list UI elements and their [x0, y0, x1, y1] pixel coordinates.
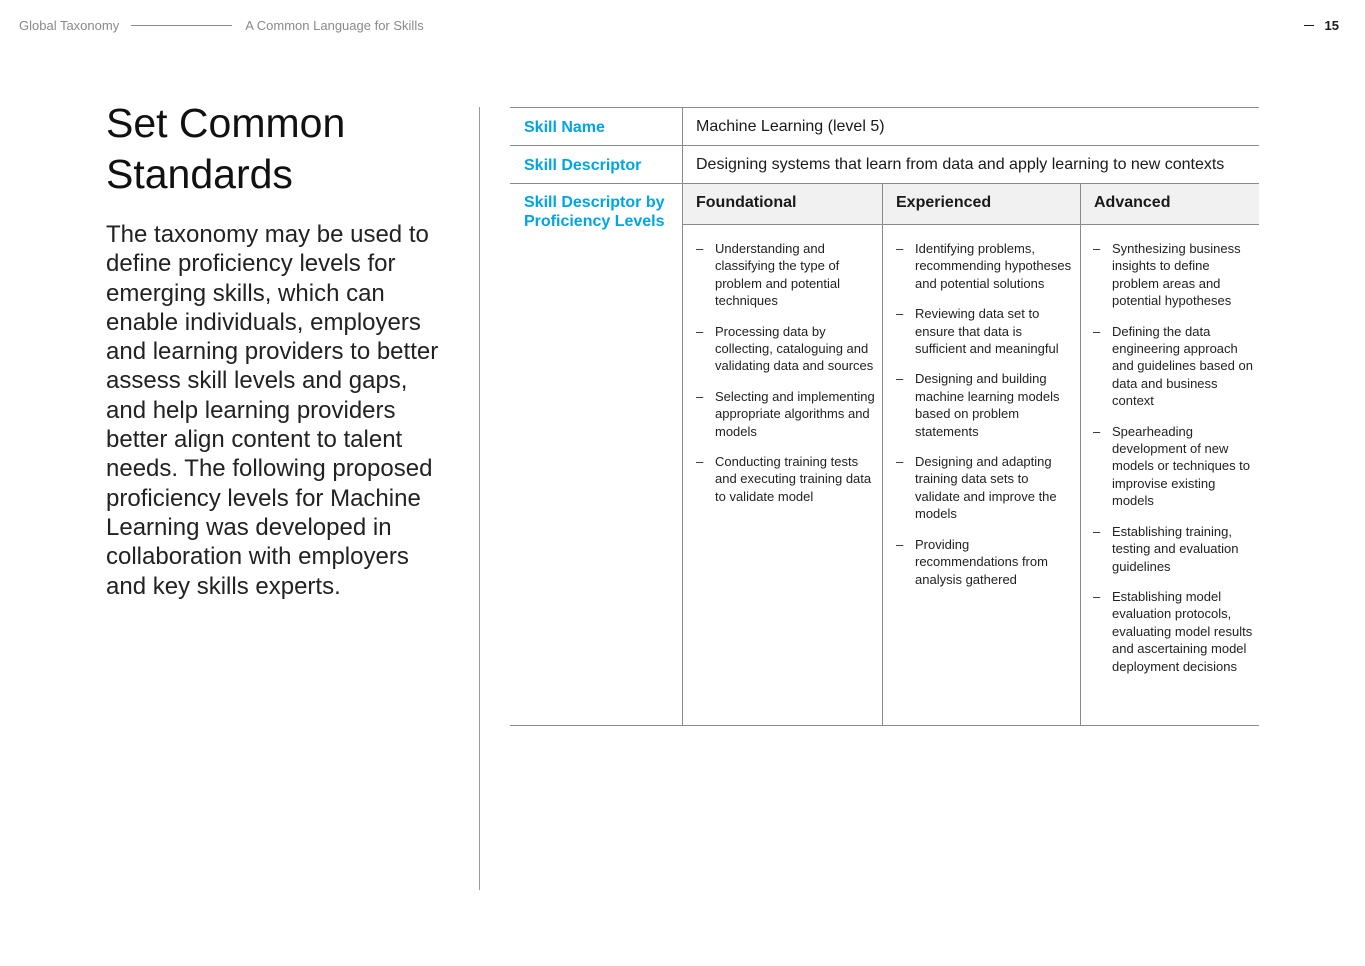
skill-name-value: Machine Learning (level 5) — [696, 118, 885, 135]
list-item: – Synthesizing business insights to define problem areas and potential hypotheses — [1093, 240, 1253, 310]
level-header-rule — [683, 224, 1259, 225]
level-name: Advanced — [1094, 194, 1171, 211]
list-item: – Processing data by collecting, cataloguing and validating data and sources — [696, 323, 876, 375]
doc-title: Global Taxonomy — [19, 18, 120, 33]
list-item: – Designing and building machine learning models based on problem statements — [896, 370, 1074, 440]
list-item: – Reviewing data set to ensure that data is sufficient and meaningful — [896, 305, 1074, 357]
page-header — [19, 18, 1339, 36]
table-top-rule — [510, 107, 1259, 108]
foundational-list — [696, 240, 876, 518]
list-item: – Establishing training, testing and evaluation guidelines — [1093, 523, 1253, 575]
level-header-foundational — [683, 184, 882, 224]
level-header-advanced — [1081, 184, 1259, 224]
list-item: – Designing and adapting training data sets to validate and improve the models — [896, 453, 1074, 523]
proficiency-levels-label: Skill Descriptor by Proficiency Levels — [524, 194, 665, 230]
list-item: – Selecting and implementing appropriate algorithms and models — [696, 388, 876, 440]
advanced-list — [1093, 240, 1253, 688]
skill-name-label: Skill Name — [524, 119, 605, 136]
list-item: – Understanding and classifying the type of problem and potential techniques — [696, 240, 876, 310]
page-indicator — [1304, 18, 1339, 33]
level-header-experienced — [883, 184, 1080, 224]
list-item: – Establishing model evaluation protocols, evaluating model results and ascertaining model deployment decisions — [1093, 588, 1253, 675]
running-header — [19, 18, 424, 33]
list-item: – Conducting training tests and executing training data to validate model — [696, 453, 876, 505]
page-title: Set Common Standards — [106, 100, 346, 197]
column-divider — [479, 107, 480, 890]
intro-paragraph: The taxonomy may be used to define proficiency levels for emerging skills, which can enable individuals, employers and learning providers to better assess skill levels and gaps, and help learning providers better align content to talent needs. The following proposed proficiency levels for Machine Learning was developed in collaboration with employers and key skills experts. — [106, 221, 439, 600]
list-item: – Providing recommendations from analysis gathered — [896, 536, 1074, 588]
experienced-list — [896, 240, 1074, 601]
section-title: A Common Language for Skills — [245, 18, 424, 33]
level-column-rule — [1080, 184, 1081, 726]
list-item: – Defining the data engineering approach and guidelines based on data and business context — [1093, 323, 1253, 410]
page-dash — [1304, 25, 1314, 26]
level-name: Experienced — [896, 194, 992, 211]
table-bottom-rule — [510, 725, 1259, 726]
level-column-rule — [882, 184, 883, 726]
level-name: Foundational — [696, 194, 797, 211]
header-divider — [131, 25, 232, 26]
skill-descriptor-value: Designing systems that learn from data and apply learning to new contexts — [696, 156, 1225, 173]
table-rule — [510, 145, 1259, 146]
list-item: – Identifying problems, recommending hypotheses and potential solutions — [896, 240, 1074, 292]
page-number: 15 — [1324, 18, 1339, 33]
list-item: – Spearheading development of new models or techniques to improvise existing models — [1093, 423, 1253, 510]
skill-descriptor-label: Skill Descriptor — [524, 157, 642, 174]
skill-table — [510, 107, 1259, 726]
